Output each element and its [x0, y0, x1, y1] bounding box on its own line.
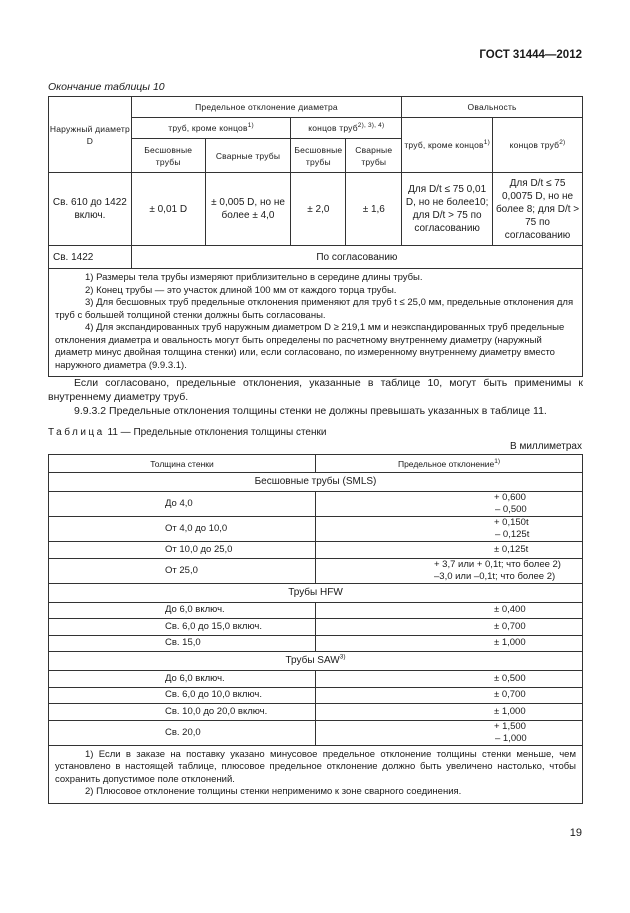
limit-value: – 0,125t: [495, 529, 530, 540]
row1-ovality-ends: Для D/t ≤ 75 0,0075 D, но не более 8; для D/t > 75 по согласованию: [493, 173, 583, 246]
limit-value: ± 0,500: [494, 672, 526, 684]
limit-cell: [316, 558, 583, 583]
limit-cell: [316, 671, 583, 688]
table11-footnotes: [49, 745, 583, 803]
table11-section-title: Трубы SAW$^{3)}$: [49, 652, 583, 671]
row1-ovality-body: Для D/t ≤ 75 0,01 D, но не более10; для D/t > 75 по согласованию: [402, 173, 493, 246]
thickness-cell: Св. 15,0: [49, 635, 316, 652]
row1-diameter: Св. 610 до 1422 включ.: [49, 173, 132, 246]
limit-value: ± 1,000: [494, 705, 526, 717]
table-row: [49, 720, 583, 745]
table11-unit: В миллиметрах: [510, 441, 582, 452]
t11-footnote: 2) Плюсовое отклонение толщины стенки неприменимо к зоне сварного соединения.: [85, 786, 462, 797]
limit-value: ± 0,125t: [494, 543, 529, 555]
ov-pipe-ends: концов труб$^{2)}$: [493, 118, 583, 173]
limit-cell: [316, 542, 583, 559]
limit-value: + 0,600: [494, 492, 526, 503]
row1-welded-body: ± 0,005 D, но не более ± 4,0: [205, 173, 291, 246]
body-paragraph-2: 9.9.3.2 Предельные отклонения толщины стенки не должны превышать указанных в таблице 11.: [74, 405, 547, 417]
table-row: [49, 635, 583, 652]
limit-cell: [316, 602, 583, 619]
row2-diameter: Св. 1422: [49, 246, 132, 269]
thickness-cell: От 4,0 до 10,0: [49, 517, 316, 542]
limit-value: ± 0,700: [494, 620, 526, 632]
row2-value: По согласованию: [131, 246, 582, 269]
thickness-cell: От 10,0 до 25,0: [49, 542, 316, 559]
table10: [48, 96, 583, 377]
table-row: [49, 492, 583, 517]
thickness-cell: До 4,0: [49, 492, 316, 517]
limit-value: – 0,500: [495, 504, 527, 515]
t10-footnote: 3) Для бесшовных труб предельные отклонения применяют для труб t ≤ 25,0 мм, предельные отклонения для труб с большей толщиной стенки должны быть согласованы.: [55, 297, 574, 321]
body-paragraph-1: Если согласовано, предельные отклонения, указанные в таблице 10, могут быть применимы к внутреннему диаметру труб.: [48, 377, 583, 403]
row1-seamless-ends: ± 2,0: [291, 173, 346, 246]
thickness-cell: Св. 20,0: [49, 720, 316, 745]
table11-section-row: [49, 652, 583, 671]
seamless-label: Бесшовные трубы: [131, 139, 205, 173]
t10-footnote: 1) Размеры тела трубы измеряют приблизительно в середине длины трубы.: [85, 272, 423, 283]
table11-section-row: [49, 583, 583, 602]
limit-cell: [316, 720, 583, 745]
limit-cell: [316, 619, 583, 636]
table11-section-title: Трубы HFW: [49, 583, 583, 602]
limit-value: – 1,000: [495, 732, 527, 744]
col-ovality-group: Овальность: [402, 97, 583, 118]
t10-footnote: 4) Для экспандированных труб наружным диаметром D ≥ 219,1 мм и неэкспандированных труб предельные отклонения диаметра и овальность могут быть определены по расчетному внутреннему диаметру (наружный диаметр минус двойная толщина стенки) или, если согласовано, по измеренному внутреннему диаметру вместо наружного диаметра (9.9.3.1).: [55, 322, 565, 371]
limit-cell: [316, 517, 583, 542]
col-limit-group: Предельное отклонение диаметра: [131, 97, 401, 118]
limit-cell: [316, 704, 583, 721]
col-limit: Предельное отклонение$^{1)}$: [316, 455, 583, 473]
seamless-label-ends: Бесшовные трубы: [291, 139, 346, 173]
col-outer-diameter: Наружный диаметр D: [49, 97, 132, 173]
table11-section-row: [49, 473, 583, 492]
welded-label-ends: Сварные трубы: [346, 139, 402, 173]
table-row: [49, 517, 583, 542]
t10-footnote: 2) Конец трубы — это участок длиной 100 мм от каждого торца трубы.: [85, 284, 397, 296]
page-number: 19: [569, 827, 582, 839]
limit-cell: [316, 687, 583, 704]
row1-seamless-body: ± 0,01 D: [131, 173, 205, 246]
table-row: [49, 619, 583, 636]
standard-id: ГОСТ 31444—2012: [479, 49, 582, 61]
limit-cell: [316, 635, 583, 652]
limit-value: ± 0,400: [494, 604, 526, 616]
welded-label: Сварные трубы: [205, 139, 291, 173]
col-thickness: Толщина стенки: [49, 455, 316, 473]
table-row: [49, 602, 583, 619]
table-row: [49, 671, 583, 688]
sub-pipe-except-ends: труб, кроме концов$^{1)}$: [131, 118, 291, 139]
t11-footnote: 1) Если в заказе на поставку указано минусовое предельное отклонение толщины стенки меньше, чем установлено в настоящей таблице, плюсовое предельное отклонение должно быть увеличено настолько, чтобы сохранить допустимое поле отклонений.: [55, 748, 576, 785]
thickness-cell: Св. 6,0 до 15,0 включ.: [49, 619, 316, 636]
table11-caption: Таблица 11 — Предельные отклонения толщины стенки: [48, 427, 327, 438]
row1-welded-ends: ± 1,6: [346, 173, 402, 246]
table-row: [49, 542, 583, 559]
table11-section-title: Бесшовные трубы (SMLS): [49, 473, 583, 492]
limit-value: + 0,150t: [494, 517, 529, 528]
limit-value: –3,0 или –0,1t; что более 2): [434, 570, 556, 582]
thickness-cell: До 6,0 включ.: [49, 602, 316, 619]
limit-value: ± 1,000: [494, 637, 526, 649]
table11-footnote-row: [49, 745, 583, 803]
table11: [48, 454, 583, 804]
thickness-cell: От 25,0: [49, 558, 316, 583]
thickness-cell: Св. 6,0 до 10,0 включ.: [49, 687, 316, 704]
thickness-cell: Св. 10,0 до 20,0 включ.: [49, 704, 316, 721]
sub-pipe-ends: концов труб$^{2), 3), 4)}$: [291, 118, 402, 139]
ov-pipe-except-ends: труб, кроме концов$^{1)}$: [402, 118, 493, 173]
table10-caption: Окончание таблицы 10: [48, 81, 165, 93]
table-row: [49, 704, 583, 721]
thickness-cell: До 6,0 включ.: [49, 671, 316, 688]
table-row: [49, 687, 583, 704]
limit-value: ± 0,700: [494, 689, 526, 701]
limit-cell: [316, 492, 583, 517]
table10-footnotes: [49, 269, 583, 377]
table-row: [49, 558, 583, 583]
limit-value: + 1,500: [494, 720, 526, 732]
limit-value: + 3,7 или + 0,1t; что более 2): [434, 558, 561, 570]
